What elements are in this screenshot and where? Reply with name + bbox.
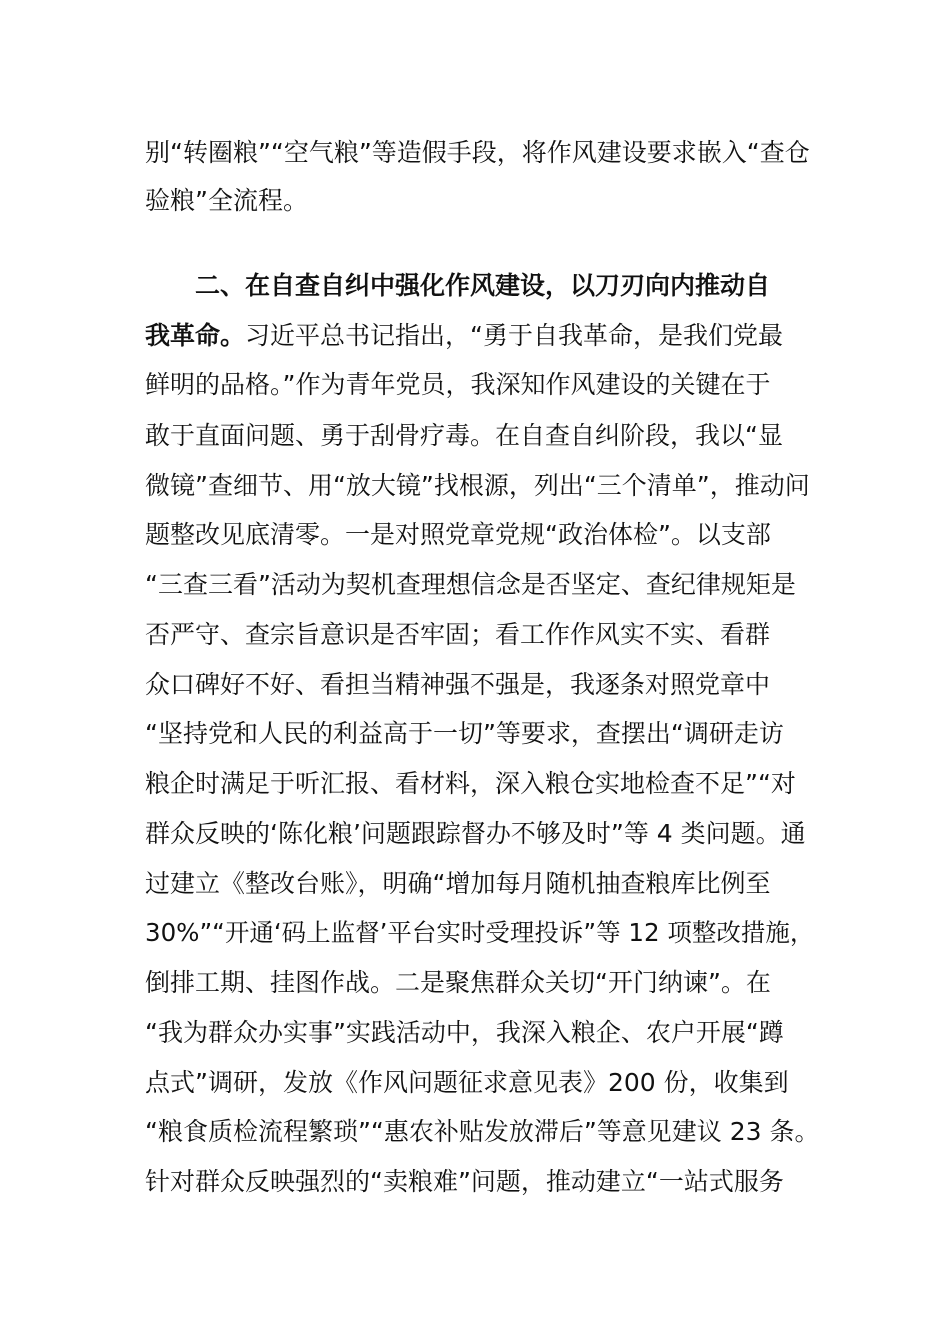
text-line-8: 题整改见底清零。一是对照党章党规“政治体检”。以支部 <box>145 520 771 549</box>
text-line-9: “三查三看”活动为契机查理想信念是否坚定、查纪律规矩是 <box>145 570 796 599</box>
text-line-4 <box>145 316 783 356</box>
text-line-20: “粮食质检流程繁琐”“惠农补贴发放滞后”等意见建议 23 条。 <box>145 1117 820 1146</box>
section-heading: 二、在自查自纠中强化作风建设，以刀刃向内推动自 <box>195 271 771 300</box>
text-line-10: 否严守、查宗旨意识是否牢固；看工作作风实不实、看群 <box>145 620 771 649</box>
text-line-19: 点式”调研，发放《作风问题征求意见表》200 份，收集到 <box>145 1068 789 1097</box>
text-line-16: 30%”“开通‘码上监督’平台实时受理投诉”等 12 项整改措施， <box>145 918 815 947</box>
text-line-1: 别“转圈粮”“空气粮”等造假手段，将作风建设要求嵌入“查仓 <box>145 138 810 167</box>
text-line-15: 过建立《整改台账》，明确“增加每月随机抽查粮库比例至 <box>145 869 771 898</box>
text-line-12: “坚持党和人民的利益高于一切”等要求，查摆出“调研走访 <box>145 719 784 748</box>
text-line-7: 微镜”查细节、用“放大镜”找根源，列出“三个清单”，推动问 <box>145 471 810 500</box>
text-line-13: 粮企时满足于听汇报、看材料，深入粮仓实地检查不足”“对 <box>145 769 796 798</box>
text-line-14: 群众反映的‘陈化粮’问题跟踪督办不够及时”等 4 类问题。通 <box>145 819 806 848</box>
text-line-11: 众口碑好不好、看担当精神强不强是，我逐条对照党章中 <box>145 670 771 699</box>
text-line-21: 针对群众反映强烈的“卖粮难”问题，推动建立“一站式服务 <box>145 1167 784 1196</box>
text-line-2: 验粮”全流程。 <box>145 186 308 215</box>
text-line-4-body: 习近平总书记指出，“勇于自我革命，是我们党最 <box>245 321 783 350</box>
text-line-5: 鲜明的品格。”作为青年党员，我深知作风建设的关键在于 <box>145 370 771 399</box>
text-line-17: 倒排工期、挂图作战。二是聚焦群众关切“开门纳谏”。在 <box>145 968 771 997</box>
text-line-6: 敢于直面问题、勇于刮骨疗毒。在自查自纠阶段，我以“显 <box>145 421 783 450</box>
section-heading-continuation: 我革命。 <box>145 321 246 350</box>
text-line-18: “我为群众办实事”实践活动中，我深入粮企、农户开展“蹲 <box>145 1018 784 1047</box>
